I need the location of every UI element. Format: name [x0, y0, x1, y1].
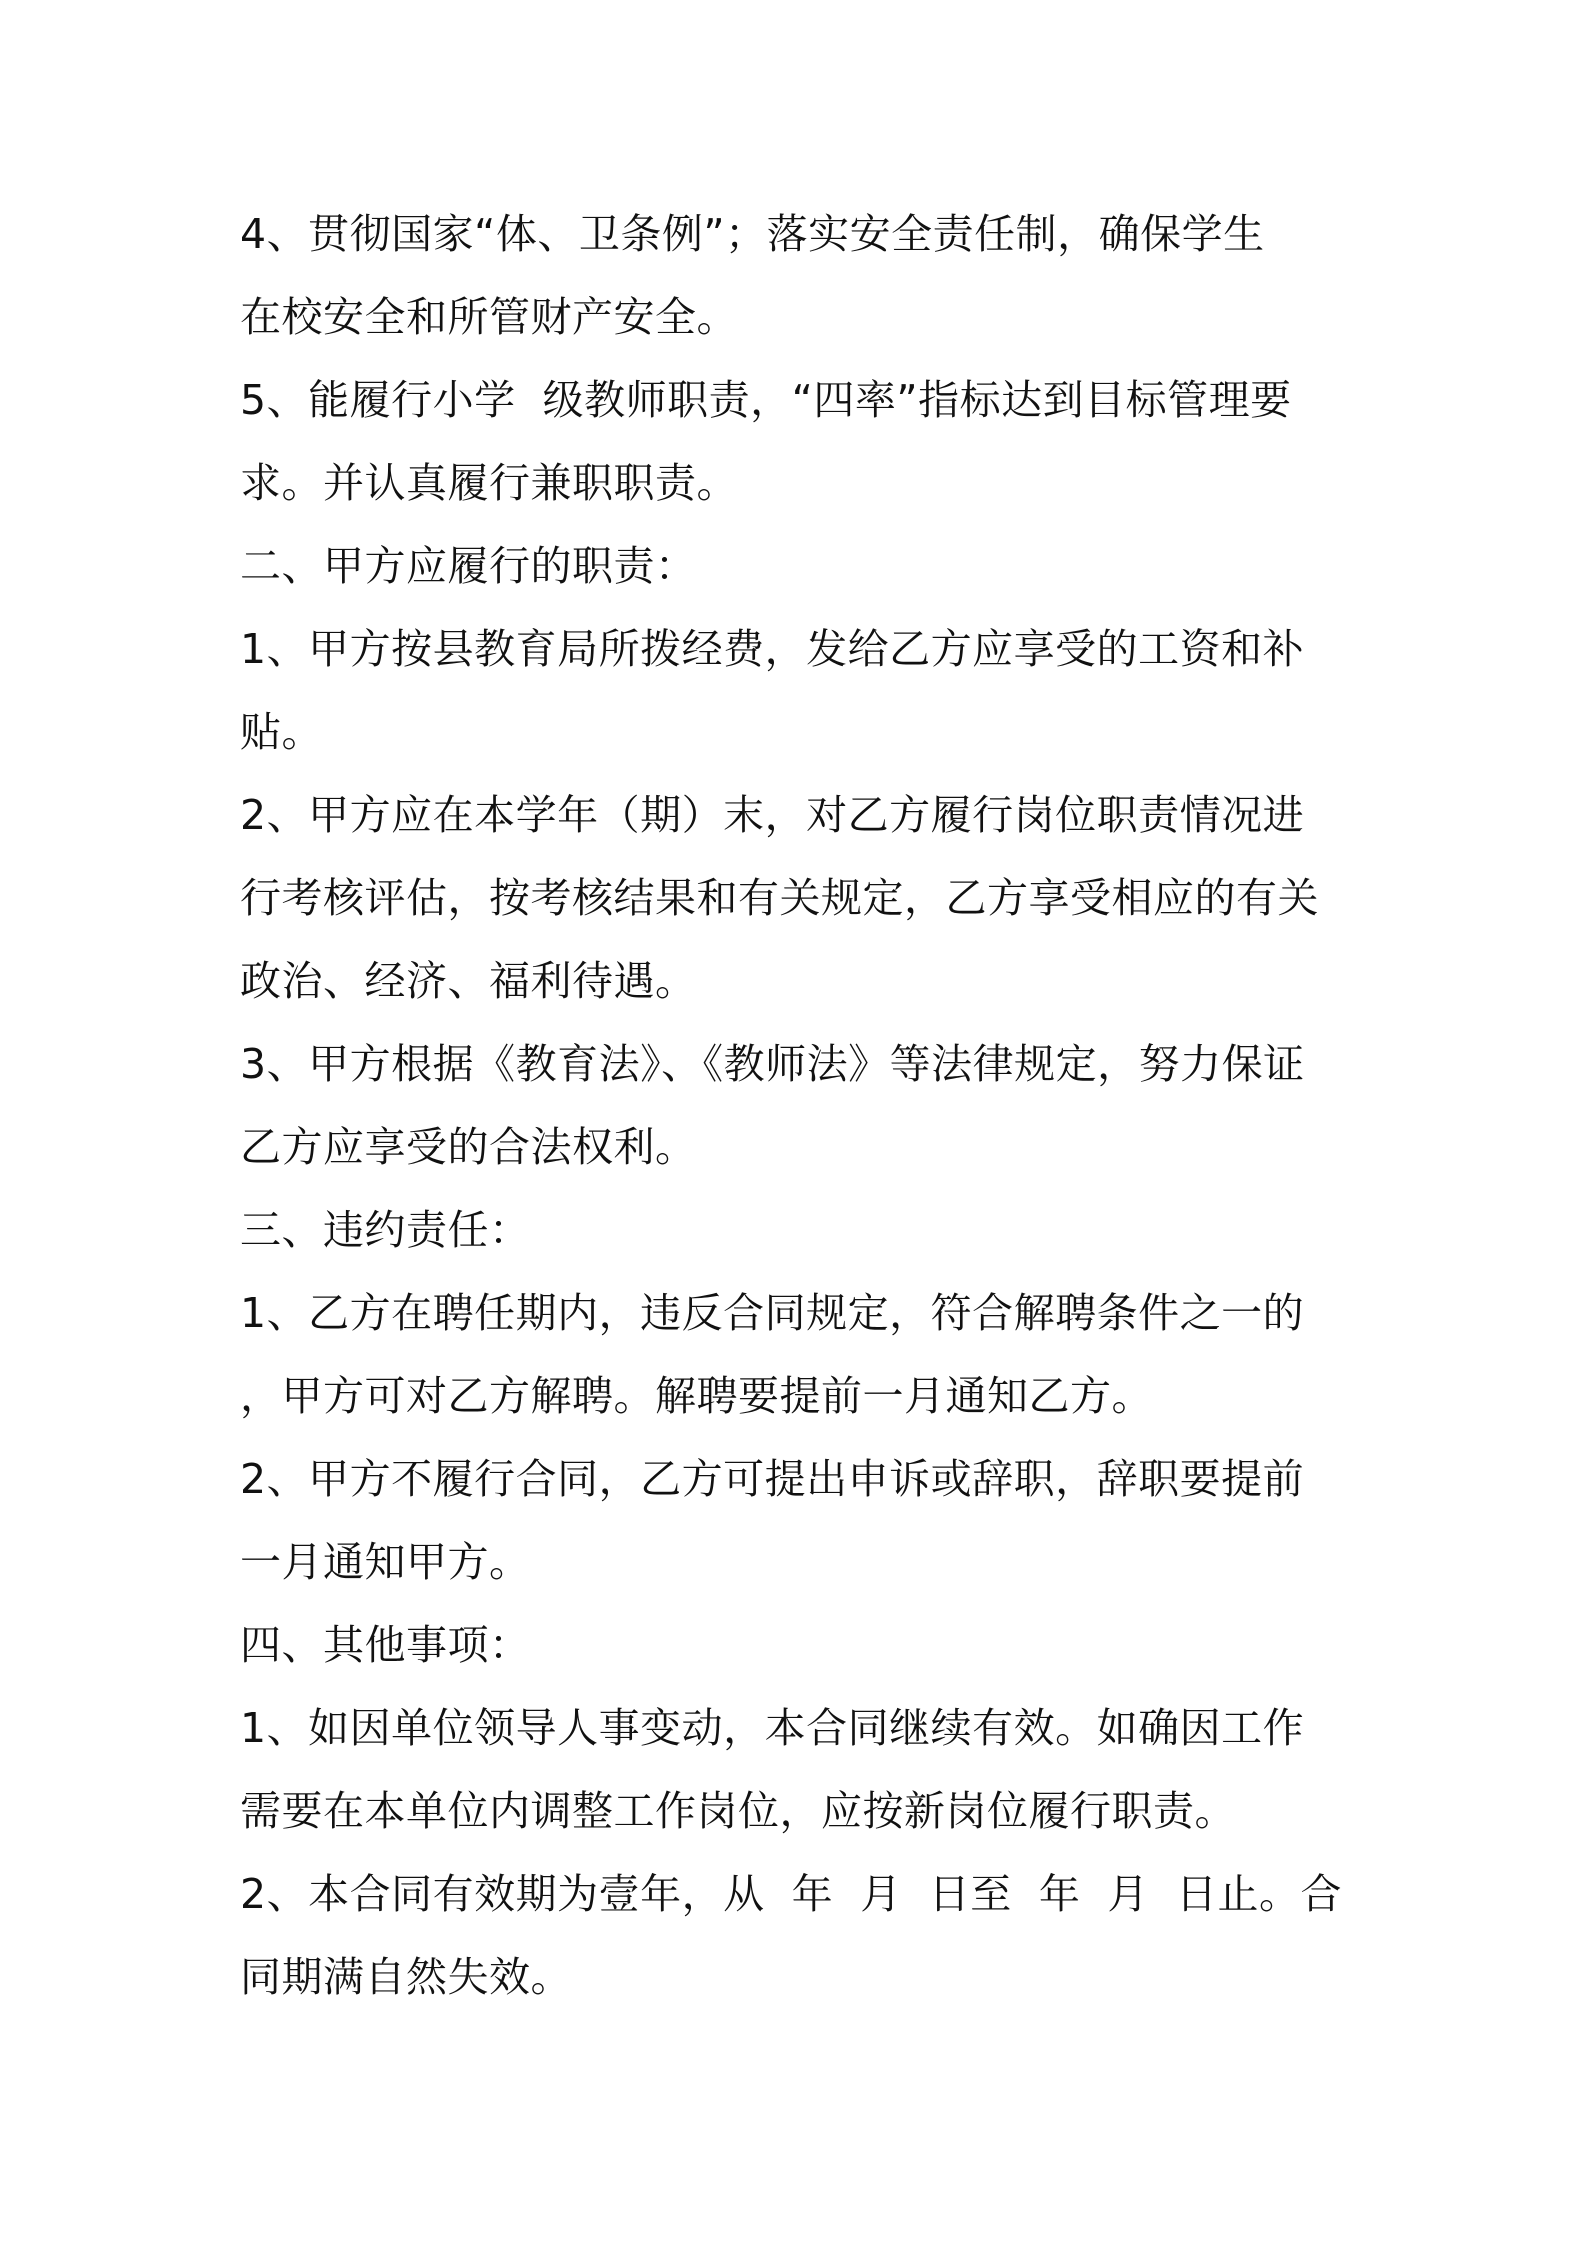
text-line: 在校安全和所管财产安全。 — [240, 293, 738, 341]
text-line: 需要在本单位内调整工作岗位，应按新岗位履行职责。 — [240, 1787, 1236, 1835]
text-line: 1、乙方在聘任期内，违反合同规定，符合解聘条件之一的 — [240, 1289, 1305, 1337]
text-line: 同期满自然失效。 — [240, 1953, 572, 2001]
text-line: 贴。 — [240, 708, 323, 756]
text-line: 4、贯彻国家“体、卫条例”；落实安全责任制，确保学生 — [240, 210, 1265, 258]
text-line: 行考核评估，按考核结果和有关规定，乙方享受相应的有关 — [240, 874, 1319, 922]
text-line: 一月通知甲方。 — [240, 1538, 531, 1586]
text-line: 1、甲方按县教育局所拨经费，发给乙方应享受的工资和补 — [240, 625, 1305, 673]
text-line: 2、本合同有效期为壹年，从 年 月 日至 年 月 日止。合 — [240, 1870, 1342, 1918]
section-heading: 三、违约责任： — [240, 1206, 531, 1254]
document-body — [240, 193, 1360, 2019]
text-line: 乙方应享受的合法权利。 — [240, 1123, 697, 1171]
text-line: 2、甲方应在本学年（期）末，对乙方履行岗位职责情况进 — [240, 791, 1305, 839]
text-line: 求。并认真履行兼职职责。 — [240, 459, 738, 507]
section-heading: 四、其他事项： — [240, 1621, 531, 1669]
text-line: ，甲方可对乙方解聘。解聘要提前一月通知乙方。 — [240, 1372, 1153, 1420]
text-line: 2、甲方不履行合同，乙方可提出申诉或辞职，辞职要提前 — [240, 1455, 1305, 1503]
text-line: 政治、经济、福利待遇。 — [240, 957, 697, 1005]
section-heading: 二、甲方应履行的职责： — [240, 542, 697, 590]
text-line: 5、能履行小学 级教师职责，“四率”指标达到目标管理要 — [240, 376, 1292, 424]
text-line: 1、如因单位领导人事变动，本合同继续有效。如确因工作 — [240, 1704, 1305, 1752]
text-line: 3、甲方根据《教育法》、《教师法》等法律规定，努力保证 — [240, 1040, 1305, 1088]
